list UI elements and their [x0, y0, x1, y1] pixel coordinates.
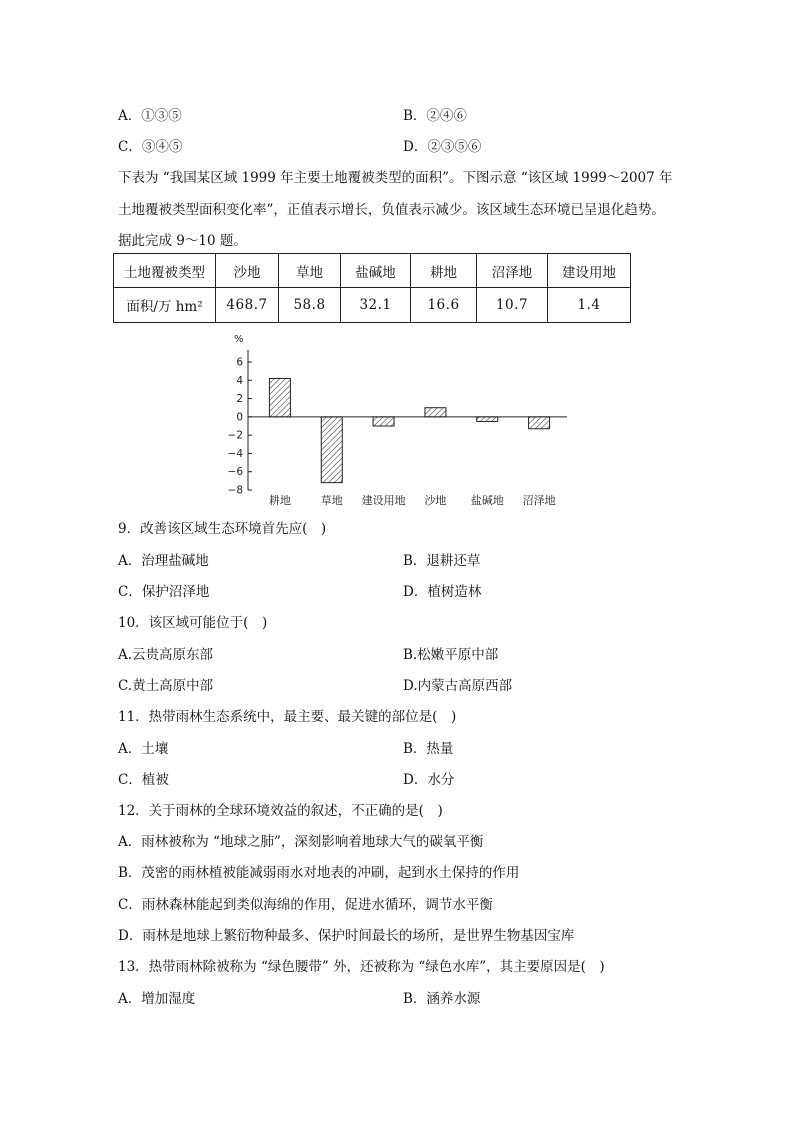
table-header-cell: 建设用地: [548, 254, 631, 288]
q12-option-a: A．雨林被称为 “地球之肺”，深刻影响着地球大气的碳氧平衡: [118, 834, 484, 850]
bar-6: [529, 417, 550, 429]
q10-option-c: C.黄土高原中部: [118, 678, 214, 694]
q13-option-b: B．涵养水源: [403, 991, 481, 1007]
table-row: [114, 288, 631, 323]
table-row-label: 面积/万 hm²: [114, 288, 216, 323]
q10-option-b: B.松嫩平原中部: [403, 647, 499, 663]
table-header-row: [114, 254, 631, 288]
q13-option-a: A．增加湿度: [118, 991, 196, 1007]
x-category-label: 盐碱地: [470, 494, 504, 507]
q11-option-d: D．水分: [403, 772, 455, 788]
x-category-label: 草地: [320, 494, 343, 507]
q8-option-b: B．②④⑥: [403, 108, 467, 124]
bar-2: [321, 417, 342, 483]
q12-stem: 12．关于雨林的全球环境效益的叙述，不正确的是( ): [118, 803, 443, 819]
y-tick-label: −2: [227, 429, 243, 442]
q8-option-d: D．②③⑤⑥: [403, 139, 482, 155]
q9-option-d: D．植树造林: [403, 584, 482, 600]
bar-5: [477, 417, 498, 422]
q11-option-a: A．土壤: [118, 741, 169, 757]
bar-1: [269, 378, 290, 416]
q9-option-c: C．保护沼泽地: [118, 584, 210, 600]
table-cell: 32.1: [341, 288, 411, 323]
y-tick-label: −8: [227, 484, 243, 497]
y-tick-label: 6: [236, 356, 243, 369]
q9-stem: 9．改善该区域生态环境首先应( ): [118, 521, 327, 537]
intro-line-3: 据此完成 9～10 题。: [118, 233, 247, 249]
land-change-bar-chart: [215, 330, 575, 508]
y-tick-label: −4: [227, 447, 243, 460]
table-header-cell: 耕地: [411, 254, 477, 288]
y-axis-unit-label: %: [234, 334, 244, 345]
table-cell: 468.7: [216, 288, 279, 323]
y-tick-label: −6: [227, 466, 243, 479]
q11-option-c: C．植被: [118, 772, 169, 788]
x-category-label: 耕地: [268, 494, 291, 507]
y-tick-label: 2: [236, 393, 243, 406]
q9-option-a: A．治理盐碱地: [118, 553, 209, 569]
q13-stem: 13．热带雨林除被称为 “绿色腰带” 外，还被称为 “绿色水库”，其主要原因是( ): [118, 959, 605, 975]
table-header-cell: 沙地: [216, 254, 279, 288]
q12-option-b: B．茂密的雨林植被能减弱雨水对地表的冲刷，起到水土保持的作用: [118, 865, 520, 881]
table-cell: 16.6: [411, 288, 477, 323]
bar-4: [425, 408, 446, 417]
intro-line-1: 下表为 “我国某区域 1999 年主要土地覆被类型的面积”。下图示意 “该区域 1999～2007 年: [118, 170, 673, 186]
q9-option-b: B．退耕还草: [403, 553, 481, 569]
q12-option-d: D．雨林是地球上繁衍物种最多、保护时间最长的场所，是世界生物基因宝库: [118, 928, 575, 944]
table-header-cell: 沼泽地: [477, 254, 548, 288]
q8-option-c: C．③④⑤: [118, 139, 183, 155]
q11-stem: 11．热带雨林生态系统中，最主要、最关键的部位是( ): [118, 709, 457, 725]
table-cell: 58.8: [279, 288, 341, 323]
table-cell: 1.4: [548, 288, 631, 323]
q12-option-c: C．雨林森林能起到类似海绵的作用，促进水循环，调节水平衡: [118, 897, 493, 913]
table-header-cell: 草地: [279, 254, 341, 288]
y-tick-label: 4: [236, 374, 243, 387]
table-cell: 10.7: [477, 288, 548, 323]
q11-option-b: B．热量: [403, 741, 454, 757]
q10-option-a: A.云贵高原东部: [118, 647, 214, 663]
intro-line-2: 土地覆被类型面积变化率”，正值表示增长，负值表示减少。该区域生态环境已呈退化趋势。: [118, 202, 665, 218]
table-header-cell: 盐碱地: [341, 254, 411, 288]
land-cover-table: [113, 253, 631, 323]
x-category-label: 沼泽地: [522, 494, 556, 507]
bar-3: [373, 417, 394, 426]
y-tick-label: 0: [236, 411, 243, 424]
q10-stem: 10．该区域可能位于( ): [118, 615, 268, 631]
q8-option-a: A．①③⑤: [118, 108, 182, 124]
x-category-label: 沙地: [424, 494, 447, 507]
x-category-label: 建设用地: [361, 494, 406, 507]
q10-option-d: D.内蒙古高原西部: [403, 678, 513, 694]
table-header-cell: 土地覆被类型: [114, 254, 216, 288]
